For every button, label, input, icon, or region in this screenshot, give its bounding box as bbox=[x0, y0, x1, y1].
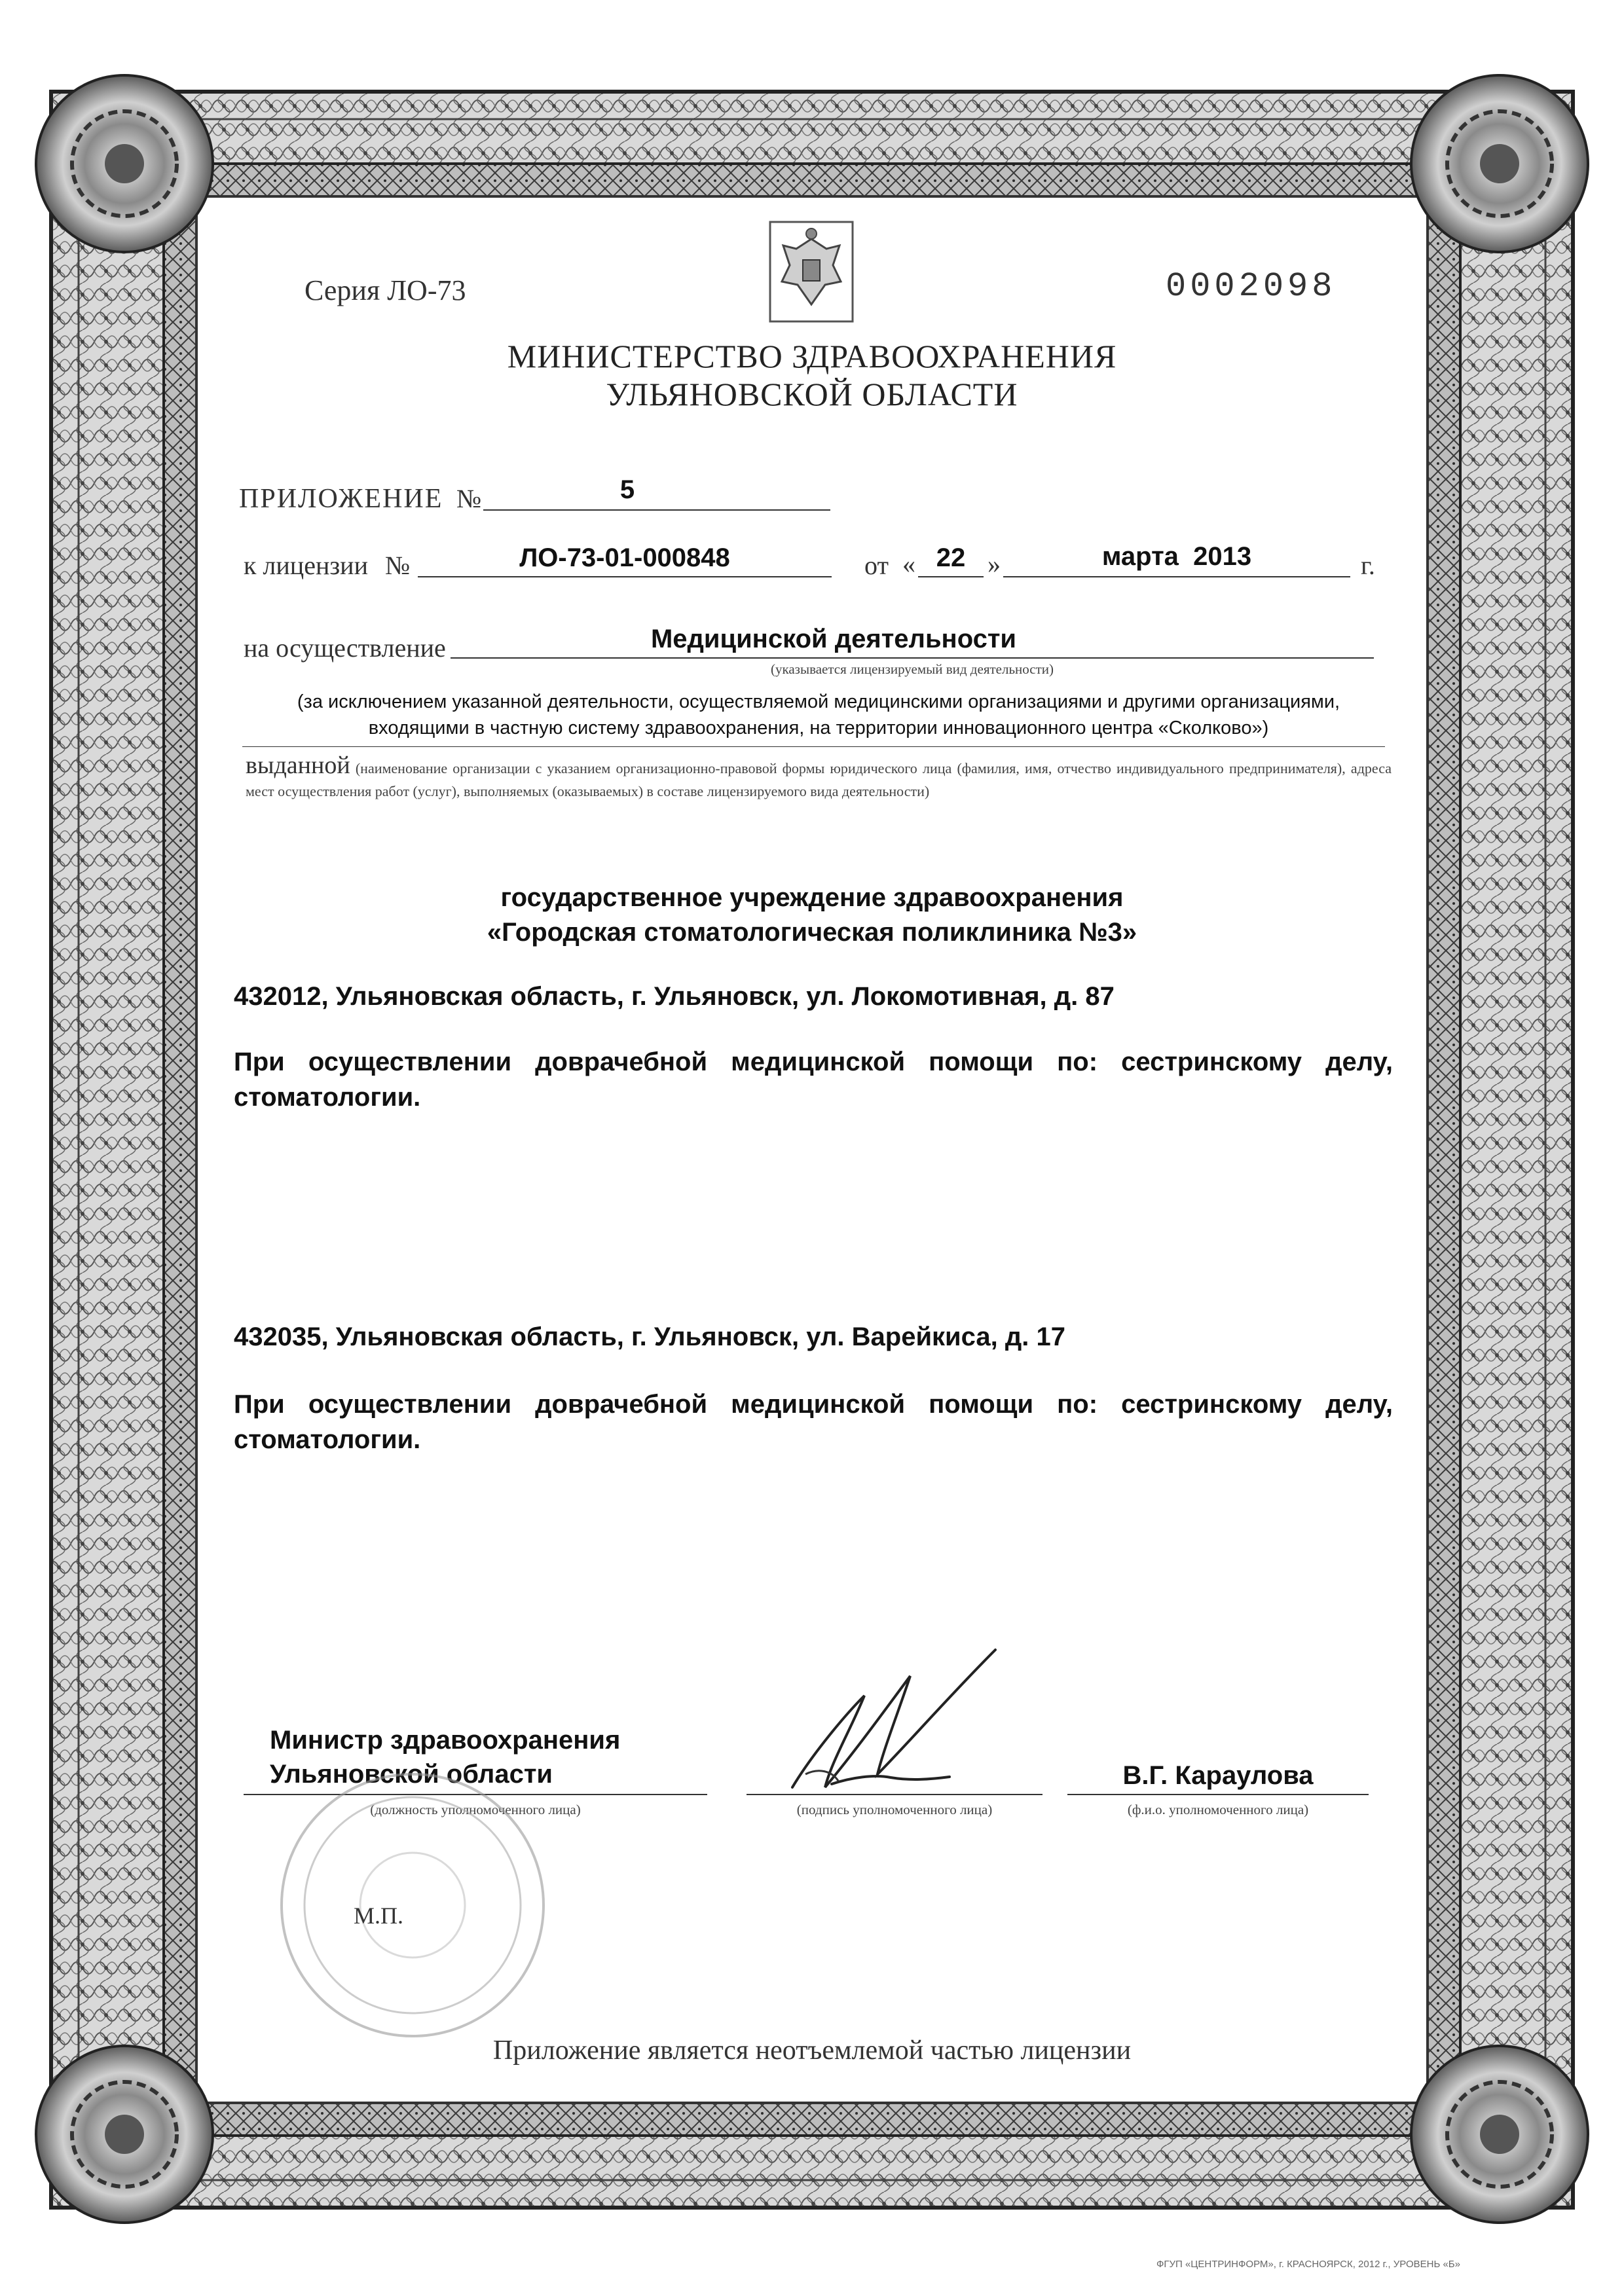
stamp-place-label: М.П. bbox=[354, 1903, 404, 1929]
site-2-services: При осуществлении доврачебной медицинской помощи по: сестринскому делу, стоматологии. bbox=[234, 1390, 1393, 1454]
activity-note: (за исключением указанной деятельности, осуществляемой медицинскими организациями и другими организациями, входящими в частную систему здравоохранения, на территории инновационного центра «Сколково») bbox=[297, 691, 1340, 738]
site-1-address: 432012, Ульяновская область, г. Ульяновск, ул. Локомотивная, д. 87 bbox=[234, 982, 1115, 1011]
position-caption: (должность уполномоченного лица) bbox=[370, 1802, 581, 1817]
appendix-number-line bbox=[483, 509, 830, 511]
license-number-sign: № bbox=[385, 551, 411, 580]
activity-line bbox=[451, 657, 1374, 659]
license-year-suffix: г. bbox=[1361, 551, 1375, 580]
name-line bbox=[1067, 1794, 1369, 1795]
footer-note: Приложение является неотъемлемой частью лицензии bbox=[492, 2035, 1132, 2066]
signature-caption: (подпись уполномоченного лица) bbox=[796, 1802, 993, 1817]
issued-block bbox=[246, 754, 1392, 803]
appendix-number-sign: № bbox=[456, 484, 482, 513]
ministry-title-line2: УЛЬЯНОВСКОЙ ОБЛАСТИ bbox=[606, 376, 1018, 412]
issued-caption: (наименование организации с указанием организационно-правовой формы юридического лица (фамилия, имя, отчество индивидуального предпринимателя), адреса мест осуществления работ (услуг), выполняемых (оказываемых) в составе лицензируемого вида деятельности) bbox=[246, 760, 1392, 799]
license-day: 22 bbox=[936, 543, 966, 572]
series-label: Серия ЛО-73 bbox=[304, 274, 466, 306]
license-quote-open: « bbox=[902, 549, 915, 579]
signer-position-line2: Ульяновской области bbox=[270, 1760, 553, 1789]
activity-note-line bbox=[242, 746, 1385, 747]
printer-info: ФГУП «ЦЕНТРИНФОРМ», г. КРАСНОЯРСК, 2012 г., УРОВЕНЬ «Б» bbox=[1156, 2259, 1460, 2270]
organization-line2: «Городская стоматологическая поликлиника №3» bbox=[487, 918, 1137, 947]
license-day-line bbox=[918, 576, 984, 577]
activity-label: на осуществление bbox=[244, 633, 446, 663]
license-quote-close: » bbox=[987, 549, 1001, 579]
activity-caption: (указывается лицензируемый вид деятельности) bbox=[770, 661, 1054, 677]
license-number: ЛО-73-01-000848 bbox=[519, 543, 730, 572]
blank-number: 0002098 bbox=[1166, 267, 1337, 306]
license-number-line bbox=[418, 576, 832, 577]
handwritten-signature bbox=[753, 1637, 1028, 1807]
signer-name: В.Г. Караулова bbox=[1122, 1761, 1314, 1790]
signer-position-line1: Министр здравоохранения bbox=[270, 1726, 621, 1755]
site-2-address: 432035, Ульяновская область, г. Ульяновск, ул. Варейкиса, д. 17 bbox=[234, 1322, 1065, 1351]
appendix-label: ПРИЛОЖЕНИЕ bbox=[239, 484, 443, 514]
ministry-title-line1: МИНИСТЕРСТВО ЗДРАВООХРАНЕНИЯ bbox=[507, 338, 1117, 374]
organization-line1: государственное учреждение здравоохранения bbox=[500, 883, 1124, 912]
license-month-line bbox=[1003, 576, 1350, 577]
activity-value: Медицинской деятельности bbox=[650, 625, 1017, 653]
coat-of-arms-icon bbox=[767, 219, 855, 324]
license-month-year: марта 2013 bbox=[1101, 542, 1252, 571]
signature-line bbox=[747, 1794, 1043, 1795]
license-label: к лицензии bbox=[244, 551, 368, 580]
issued-label: выданной bbox=[246, 752, 350, 779]
site-1-services: При осуществлении доврачебной медицинской помощи по: сестринскому делу, стоматологии. bbox=[234, 1048, 1393, 1112]
appendix-number: 5 bbox=[619, 475, 635, 504]
official-stamp-icon bbox=[249, 1768, 576, 2043]
name-caption: (ф.и.о. уполномоченного лица) bbox=[1127, 1802, 1309, 1817]
license-from-label: от bbox=[864, 551, 889, 580]
